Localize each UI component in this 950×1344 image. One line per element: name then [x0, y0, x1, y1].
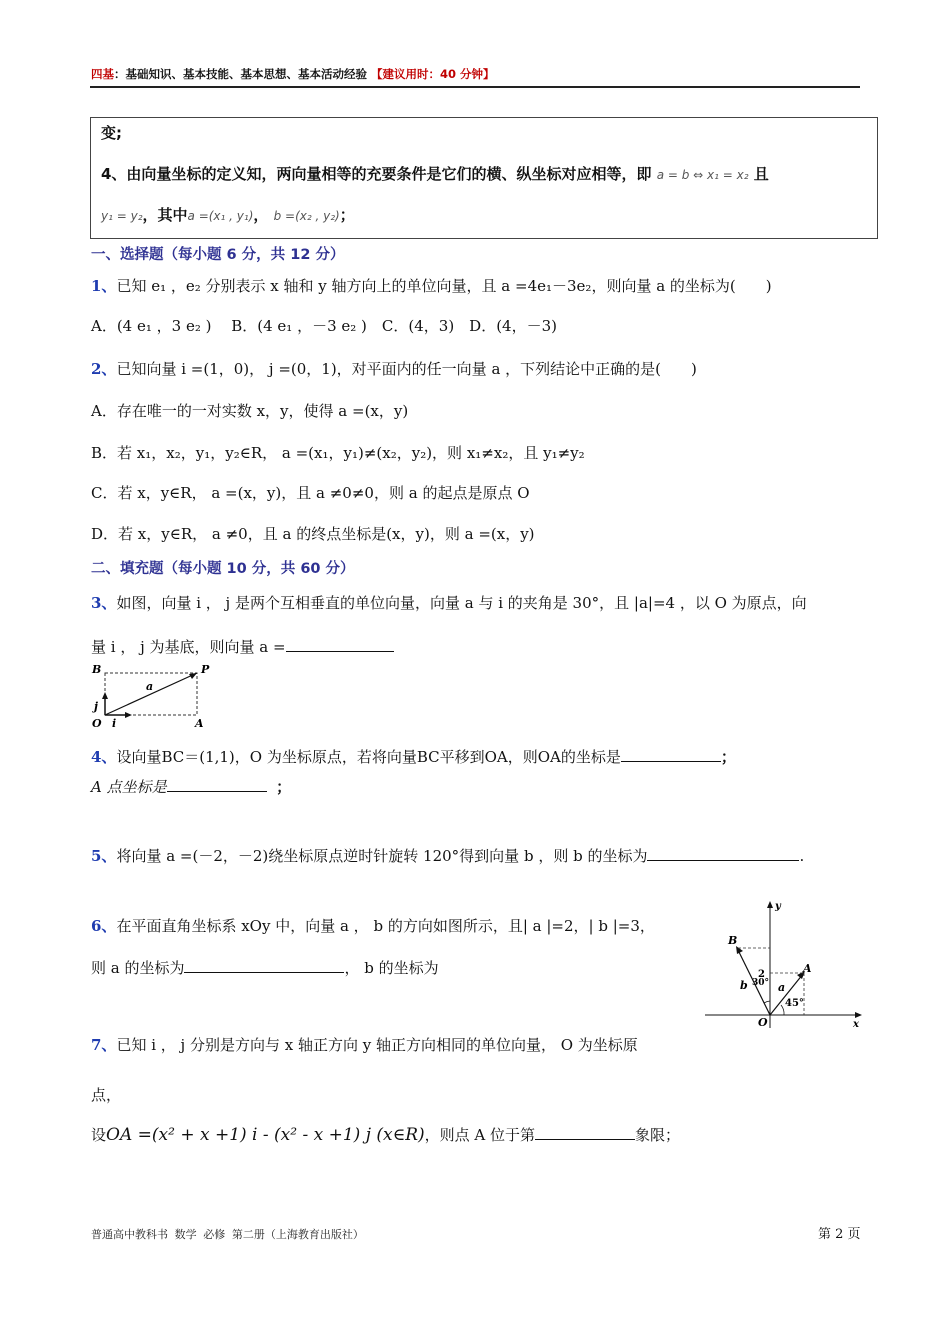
q1-text: 已知 e₁ ，e₂ 分别表示 x 轴和 y 轴方向上的单位向量，且 a =4e₁－3e₂，则向量 a 的坐标为( ): [116, 277, 772, 295]
page-number: 第 2 页: [818, 1227, 861, 1242]
q6-arc-30: [764, 1001, 770, 1003]
q6-label-2: 2: [758, 969, 765, 980]
q4-answer-blank-1[interactable]: [621, 747, 721, 762]
question-6: [91, 915, 655, 936]
q5-end: .: [799, 847, 805, 865]
q7-formula: OA =(x² + x +1) i - (x² - x +1) j (x∈R): [106, 1125, 425, 1145]
q3-line-2: [91, 636, 394, 657]
q3-answer-blank[interactable]: [286, 637, 394, 652]
box-line-3-end: ；: [339, 206, 355, 224]
q7-text-3b: ，则点 A 位于第: [424, 1126, 535, 1144]
q2-option-c: C．若 x，y∈R， a =(x，y)，且 a ≠0≠0，则 a 的起点是原点 O: [91, 484, 530, 502]
q6-y-axis-arrow: [767, 901, 773, 908]
header-time: 【建议用时：40 分钟】: [371, 67, 495, 81]
q4-line-2: [91, 776, 291, 797]
q7-answer-blank[interactable]: [535, 1125, 635, 1140]
q7-end: 象限；: [635, 1126, 681, 1144]
q3-label-j: j: [94, 700, 98, 713]
page-footer: 普通高中教科书 数学 必修 第二册（上海教育出版社）: [91, 1228, 364, 1241]
q3-text-2: 量 i ， j 为基底，则向量 a =: [91, 638, 286, 656]
q4-end-2: ；: [276, 778, 292, 796]
box-line-2-end: 且: [753, 165, 769, 183]
box-line-1: 变;: [101, 124, 122, 142]
q6-label-a: a: [778, 981, 786, 994]
q2-option-d: D．若 x，y∈R， a ≠0，且 a 的终点坐标是(x，y)，则 a =(x，y): [91, 525, 535, 543]
q6-number: 6、: [91, 917, 117, 935]
q6-x-axis-arrow: [855, 1012, 862, 1018]
header-rule: [90, 86, 860, 88]
q3-label-a: a: [146, 680, 154, 693]
q2-option-b: B．若 x₁，x₂，y₁，y₂∈R， a =(x₁，y₁)≠(x₂，y₂)，则 x₁≠x₂，且 y₁≠y₂: [91, 444, 585, 462]
question-2: [91, 358, 697, 379]
q3-vector-i-arrow: [125, 712, 132, 718]
box-line-2-text: 4、由向量坐标的定义知，两向量相等的充要条件是它们的横、纵坐标对应相等，即: [101, 165, 652, 183]
q3-label-i: i: [112, 717, 117, 730]
q3-label-B: B: [92, 663, 102, 676]
q6-label-B: B: [728, 934, 738, 947]
question-4: [91, 746, 736, 767]
q4-end-1: ；: [720, 748, 736, 766]
q7-number: 7、: [91, 1036, 117, 1054]
q6-label-O: O: [758, 1016, 768, 1029]
q4-answer-blank-2[interactable]: [167, 777, 267, 792]
box-formula-4: b =(x₂ , y₂): [273, 209, 340, 223]
q7-text-3a: 设: [91, 1126, 107, 1144]
q6-label-b: b: [740, 979, 748, 992]
q3-label-A: A: [195, 717, 204, 730]
header-label: 四基: [91, 67, 114, 81]
q6-label-A: A: [803, 962, 812, 975]
question-3: [91, 592, 807, 613]
box-formula-3: a =(x₁ , y₁): [187, 209, 254, 223]
box-line-3-mid: ，其中: [142, 206, 188, 224]
question-5: [91, 845, 804, 866]
q7-line-3: [91, 1124, 680, 1145]
q5-answer-blank[interactable]: [647, 846, 799, 861]
q1-options: A．(4 e₁ ，3 e₂ ) B．(4 e₁ ，－3 e₂ ) C．(4，3) D．(4，－3): [91, 317, 557, 335]
q6-line-2: [91, 957, 439, 978]
q3-label-P: P: [201, 663, 210, 676]
q2-text: 已知向量 i =(1，0)， j =(0，1)，对平面内的任一向量 a ，下列结论中正确的是( ): [116, 360, 697, 378]
question-1: [91, 275, 772, 296]
summary-box: [90, 117, 878, 239]
q6-arc-45: [781, 1005, 784, 1015]
box-line-2: [101, 163, 769, 184]
q4-text-2: A 点坐标是: [91, 778, 167, 796]
q2-number: 2、: [91, 360, 117, 378]
q6-label-x: x: [853, 1019, 859, 1030]
q5-text: 将向量 a =(－2，－2)绕坐标原点逆时针旋转 120°得到向量 b ，则 b 的坐标为: [116, 847, 648, 865]
q3-number: 3、: [91, 594, 117, 612]
q6-text-1: 在平面直角坐标系 xOy 中，向量 a ， b 的方向如图所示，且| a |=2，| b |=3，: [116, 917, 655, 935]
box-formula-2: y₁ = y₂: [101, 209, 143, 223]
q5-number: 5、: [91, 847, 117, 865]
q7-text-1: 已知 i ， j 分别是方向与 x 轴正方向 y 轴正方向相同的单位向量， O 为坐标原: [116, 1036, 638, 1054]
q6-text-2a: 则 a 的坐标为: [91, 959, 185, 977]
section-fill-title: 二、填充题（每小题 10 分，共 60 分）: [91, 561, 355, 577]
header-text: ：基础知识、基本技能、基本思想、基本活动经验: [114, 67, 367, 81]
box-line-3: y₁ = y₂，其中a =(x₁ , y₁)， b =(x₂ , y₂)；: [101, 206, 355, 224]
q3-figure: [88, 660, 218, 732]
q4-text-1: 设向量BC＝(1,1)，O 为坐标原点，若将向量BC平移到OA，则OA的坐标是: [116, 748, 621, 766]
q4-number: 4、: [91, 748, 117, 766]
q7-text-2: 点，: [91, 1086, 122, 1104]
q6-label-y: y: [775, 901, 781, 912]
q3-text-1: 如图，向量 i ， j 是两个互相垂直的单位向量，向量 a 与 i 的夹角是 30°，且 |a|=4 ，以 O 为原点，向: [116, 594, 807, 612]
q6-answer-blank-1[interactable]: [184, 958, 344, 973]
q6-text-2b: ， b 的坐标为: [344, 959, 439, 977]
question-7: [91, 1034, 638, 1055]
box-formula-1: a = b ⇔ x₁ = x₂: [656, 168, 749, 182]
q3-vector-j-arrow: [102, 692, 108, 699]
q1-number: 1、: [91, 277, 117, 295]
q3-label-O: O: [92, 717, 102, 730]
section-choice-title: 一、选择题（每小题 6 分，共 12 分）: [91, 247, 345, 263]
q6-label-45deg: 45°: [785, 998, 804, 1009]
q6-label-30deg: 30°: [752, 978, 770, 988]
page-header: [91, 66, 495, 82]
q2-option-a: A．存在唯一的一对实数 x，y，使得 a =(x，y): [91, 402, 409, 420]
q6-figure: [700, 893, 870, 1033]
